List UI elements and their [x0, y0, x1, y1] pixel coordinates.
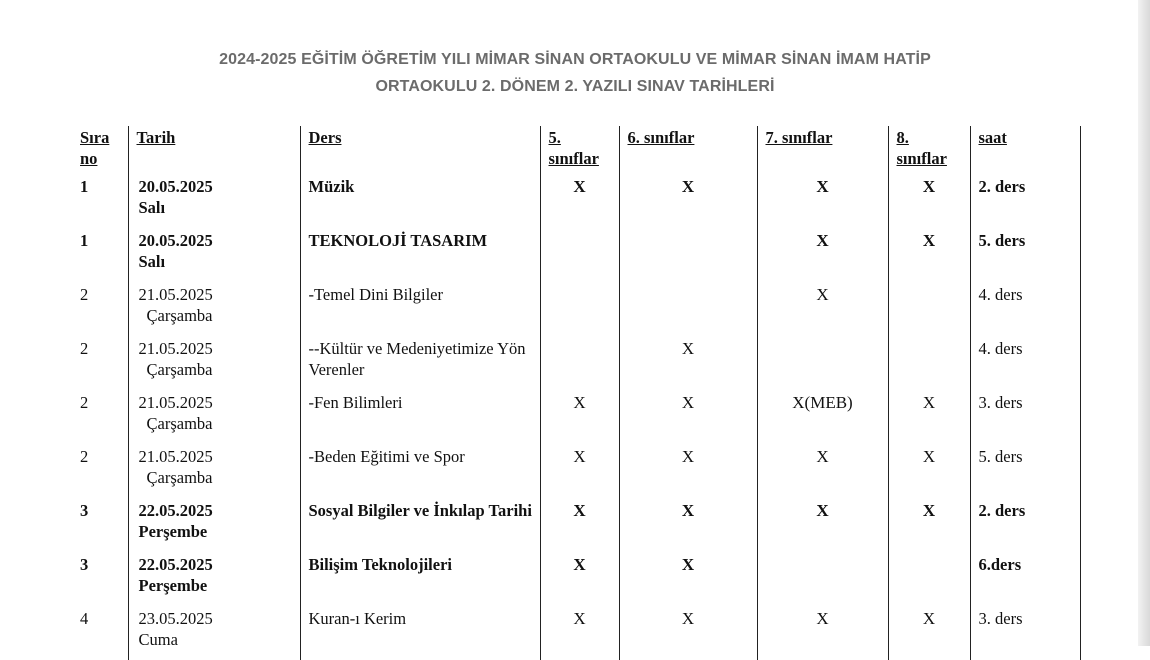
row-no: 3 — [80, 555, 89, 574]
row-6-sinif — [619, 282, 757, 336]
table-row — [72, 282, 1080, 336]
table-row — [72, 228, 1080, 282]
row-8-sinif: X — [888, 498, 970, 552]
header-7-siniflar: 7. sınıflar — [757, 126, 888, 174]
row-no: 2 — [80, 339, 89, 358]
row-saat: 2. ders — [970, 498, 1080, 552]
table-row — [72, 336, 1080, 390]
row-no: 2 — [80, 447, 89, 466]
row-7-sinif: X — [757, 174, 888, 228]
row-no: 2 — [80, 285, 89, 304]
row-no: 4 — [80, 609, 89, 628]
row-ders: -Beden Eğitimi ve Spor — [300, 444, 540, 498]
row-5-sinif — [540, 228, 619, 282]
table-header-row — [72, 126, 1080, 174]
row-date: 20.05.2025 Salı — [128, 228, 300, 282]
row-5-sinif — [540, 336, 619, 390]
row-date: 21.05.2025 Çarşamba — [128, 444, 300, 498]
table-row — [72, 606, 1080, 660]
row-7-sinif: X(MEB) — [757, 390, 888, 444]
row-date: 21.05.2025 Çarşamba — [128, 390, 300, 444]
row-ders: Kuran-ı Kerim — [300, 606, 540, 660]
row-6-sinif: X — [619, 498, 757, 552]
row-7-sinif — [757, 336, 888, 390]
row-8-sinif: X — [888, 228, 970, 282]
header-6-siniflar: 6. sınıflar — [619, 126, 757, 174]
row-saat: 5. ders — [970, 228, 1080, 282]
row-saat: 4. ders — [970, 336, 1080, 390]
header-ders: Ders — [300, 126, 540, 174]
header-5-siniflar: 5. sınıflar — [540, 126, 619, 174]
row-no: 3 — [80, 501, 89, 520]
row-date: 21.05.2025 Çarşamba — [128, 336, 300, 390]
row-6-sinif: X — [619, 444, 757, 498]
header-saat: saat — [970, 126, 1080, 174]
row-6-sinif — [619, 228, 757, 282]
row-ders: -Fen Bilimleri — [300, 390, 540, 444]
row-ders: Müzik — [300, 174, 540, 228]
row-date: 22.05.2025 Perşembe — [128, 498, 300, 552]
row-saat: 6.ders — [970, 552, 1080, 606]
row-8-sinif: X — [888, 390, 970, 444]
row-5-sinif: X — [540, 174, 619, 228]
row-7-sinif: X — [757, 228, 888, 282]
header-tarih: Tarih — [128, 126, 300, 174]
row-ders: TEKNOLOJİ TASARIM — [300, 228, 540, 282]
row-8-sinif: X — [888, 444, 970, 498]
row-no: 2 — [80, 393, 89, 412]
title-line-2: ORTAOKULU 2. DÖNEM 2. YAZILI SINAV TARİHLERİ — [375, 78, 775, 95]
row-6-sinif: X — [619, 390, 757, 444]
header-sira-no: Sıra no — [80, 128, 110, 168]
row-no: 1 — [80, 177, 89, 196]
row-8-sinif: X — [888, 606, 970, 660]
row-7-sinif — [757, 552, 888, 606]
row-7-sinif: X — [757, 498, 888, 552]
row-date: 23.05.2025 Cuma — [128, 606, 300, 660]
table-row — [72, 498, 1080, 552]
row-8-sinif: X — [888, 174, 970, 228]
row-saat: 3. ders — [970, 606, 1080, 660]
row-7-sinif: X — [757, 444, 888, 498]
row-8-sinif — [888, 282, 970, 336]
row-5-sinif — [540, 282, 619, 336]
row-saat: 4. ders — [970, 282, 1080, 336]
row-6-sinif: X — [619, 606, 757, 660]
row-ders: Bilişim Teknolojileri — [300, 552, 540, 606]
row-date: 20.05.2025 Salı — [128, 174, 300, 228]
row-ders: Sosyal Bilgiler ve İnkılap Tarihi — [300, 498, 540, 552]
row-8-sinif — [888, 552, 970, 606]
document-title — [100, 46, 1050, 100]
exam-schedule-table — [72, 126, 1081, 660]
row-7-sinif: X — [757, 282, 888, 336]
row-no: 1 — [80, 231, 89, 250]
table-row — [72, 552, 1080, 606]
table-row — [72, 174, 1080, 228]
title-line-1: 2024-2025 EĞİTİM ÖĞRETİM YILI MİMAR SİNAN ORTAOKULU VE MİMAR SİNAN İMAM HATİP — [219, 51, 931, 68]
row-8-sinif — [888, 336, 970, 390]
row-date: 22.05.2025 Perşembe — [128, 552, 300, 606]
row-ders: --Kültür ve Medeniyetimize Yön Verenler — [300, 336, 540, 390]
row-5-sinif: X — [540, 444, 619, 498]
table-row — [72, 444, 1080, 498]
row-6-sinif: X — [619, 174, 757, 228]
row-saat: 2. ders — [970, 174, 1080, 228]
row-6-sinif: X — [619, 336, 757, 390]
page-edge — [1138, 0, 1150, 646]
row-6-sinif: X — [619, 552, 757, 606]
header-8-siniflar: 8. sınıflar — [888, 126, 970, 174]
row-saat: 5. ders — [970, 444, 1080, 498]
row-date: 21.05.2025 Çarşamba — [128, 282, 300, 336]
table-row — [72, 390, 1080, 444]
row-5-sinif: X — [540, 606, 619, 660]
row-5-sinif: X — [540, 390, 619, 444]
row-5-sinif: X — [540, 498, 619, 552]
row-7-sinif: X — [757, 606, 888, 660]
row-ders: -Temel Dini Bilgiler — [300, 282, 540, 336]
row-5-sinif: X — [540, 552, 619, 606]
row-saat: 3. ders — [970, 390, 1080, 444]
